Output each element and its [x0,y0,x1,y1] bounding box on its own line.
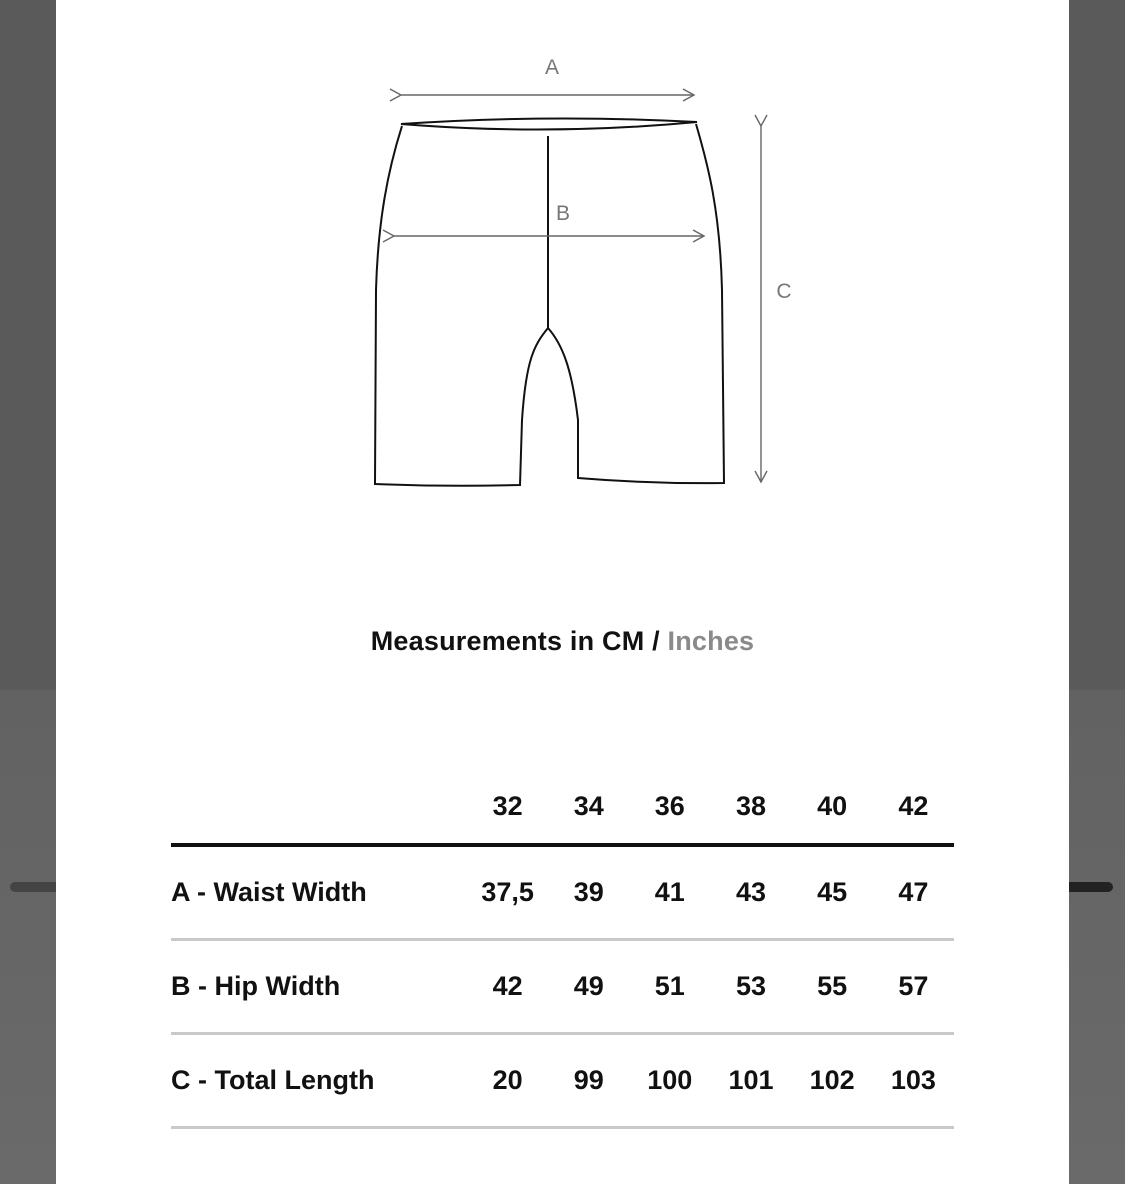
backdrop-left [0,0,56,1184]
label-b: B [555,202,571,225]
table-cell: 55 [792,940,873,1034]
unit-cm-label[interactable]: Measurements in CM [370,626,645,656]
label-c: C [776,280,792,303]
row-label: C - Total Length [171,1034,467,1128]
unit-inches-toggle[interactable]: Inches [667,626,755,656]
table-cell: 57 [873,940,954,1034]
header-spacer [171,770,467,845]
unit-separator: / [644,626,668,656]
measurement-units-heading [56,626,1069,657]
table-cell: 53 [710,940,791,1034]
sheet-handle-left [10,882,56,892]
table-cell: 20 [467,1034,548,1128]
row-label: B - Hip Width [171,940,467,1034]
size-guide-sheet [56,0,1069,1184]
size-header: 38 [710,770,791,845]
shorts-illustration [56,0,1069,520]
size-header: 36 [629,770,710,845]
table-row [171,845,954,940]
size-header: 42 [873,770,954,845]
sheet-handle-right [1069,882,1113,892]
table-cell: 101 [710,1034,791,1128]
table-cell: 43 [710,845,791,940]
table-row [171,1034,954,1128]
label-a: A [544,56,560,79]
table-cell: 99 [548,1034,629,1128]
table-cell: 37,5 [467,845,548,940]
table-cell: 41 [629,845,710,940]
size-header: 34 [548,770,629,845]
table-cell: 100 [629,1034,710,1128]
waistband-outline [401,118,697,129]
shorts-outline [375,124,724,486]
table-cell: 102 [792,1034,873,1128]
table-cell: 47 [873,845,954,940]
table-cell: 49 [548,940,629,1034]
size-chart-table [171,770,954,1129]
backdrop-right [1069,0,1125,1184]
table-cell: 42 [467,940,548,1034]
table-cell: 103 [873,1034,954,1128]
table-cell: 45 [792,845,873,940]
shorts-diagram [56,0,1069,520]
size-header: 40 [792,770,873,845]
table-cell: 51 [629,940,710,1034]
row-label: A - Waist Width [171,845,467,940]
size-header-row [171,770,954,845]
table-cell: 39 [548,845,629,940]
table-row [171,940,954,1034]
size-header: 32 [467,770,548,845]
